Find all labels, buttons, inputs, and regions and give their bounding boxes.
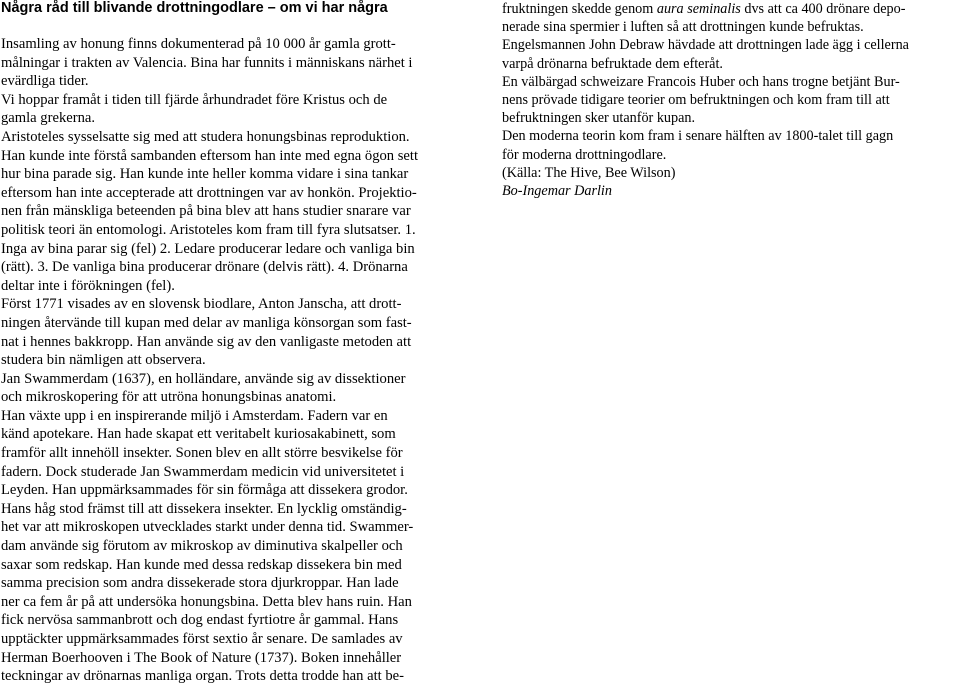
- left-text-line: ner ca fem år på att undersöka honungsbina. Detta blev hans ruin. Han: [1, 593, 412, 610]
- left-text-line: Först 1771 visades av en slovensk biodlare, Anton Janscha, att drott-: [1, 296, 402, 313]
- left-text-line: känd apotekare. Han hade skapat ett veritabelt kuriosakabinett, som: [1, 426, 396, 443]
- left-text-line: hur bina parade sig. Han kunde inte heller komma vidare i sina tankar: [1, 166, 409, 183]
- left-text-line: Insamling av honung finns dokumenterad på 10 000 år gamla grott-: [1, 36, 396, 52]
- left-text-line: upptäckter uppmärksammades först sextio år senare. De samlades av: [1, 631, 403, 647]
- left-text-line: dam använde sig förutom av mikroskop av diminutiva skalpeller och: [1, 538, 403, 555]
- right-text-line: (Källa: The Hive, Bee Wilson): [502, 164, 676, 181]
- left-column-body: [1, 35, 469, 686]
- left-text-line: Herman Boerhooven i The Book of Nature (1737). Boken innehåller: [1, 649, 402, 666]
- left-text-line: målningar i trakten av Valencia. Bina har funnits i människans närhet i: [1, 54, 413, 71]
- left-text-line: teckningar av drönarnas manliga organ. Trots detta trodde han att be-: [1, 668, 404, 685]
- article-title: Några råd till blivande drottningodlare – om vi har några: [1, 0, 388, 16]
- right-text-line: nerade sina spermier i luften så att drottningen kunde befruktas.: [502, 19, 864, 36]
- left-text-line: Jan Swammerdam (1637), en holländare, använde sig av dissektioner: [1, 370, 406, 387]
- right-text-line: Den moderna teorin kom fram i senare hälften av 1800-talet till gagn: [502, 128, 894, 145]
- left-text-line: fadern. Dock studerade Jan Swammerdam medicin vid universitetet i: [1, 463, 405, 480]
- right-text-line: Engelsmannen John Debraw hävdade att drottningen lade ägg i cellerna: [502, 37, 909, 54]
- right-first-line-after: dvs att ca 400 drönare depo-: [740, 1, 906, 17]
- right-column-body: [502, 18, 958, 182]
- title-spacer: [1, 17, 469, 35]
- left-column: [1, 0, 469, 686]
- left-text-line: fick nervösa sammanbrott och dog endast fyrtiotre år gammal. Hans: [1, 612, 399, 629]
- left-text-line: ningen återvände till kupan med delar av manliga könsorgan som fast-: [1, 314, 412, 331]
- right-text-line: för moderna drottningodlare.: [502, 146, 667, 163]
- right-first-line-before: fruktningen skedde genom: [502, 1, 657, 17]
- left-text-line: nat i hennes bakkropp. Han använde sig av den vanligaste metoden att: [1, 333, 412, 350]
- left-text-line: Leyden. Han uppmärksammades för sin förmåga att dissekera grodor.: [1, 482, 408, 499]
- left-text-line: framför allt innehöll insekter. Sonen blev en allt större besvikelse för: [1, 445, 403, 462]
- right-column: [502, 0, 958, 200]
- left-text-line: Aristoteles sysselsatte sig med att studera honungsbinas reproduktion.: [1, 128, 410, 145]
- left-text-line: nen från mänskliga beteenden på bina blev att hans studier snarare var: [1, 203, 411, 220]
- left-text-line: Han växte upp i en inspirerande miljö i Amsterdam. Fadern var en: [1, 407, 388, 424]
- left-text-line: Hans håg stod främst till att dissekera insekter. En lycklig omständig-: [1, 500, 407, 517]
- right-text-line: befruktningen sker utanför kupan.: [502, 110, 696, 127]
- left-text-line: Han kunde inte förstå sambanden eftersom han inte med egna ögon sett: [1, 147, 419, 164]
- left-text-line: het var att mikroskopen utvecklades starkt under denna tid. Swammer-: [1, 519, 414, 536]
- left-text-line: Vi hoppar framåt i tiden till fjärde århundradet före Kristus och de: [1, 91, 388, 108]
- left-text-line: Inga av bina parar sig (fel) 2. Ledare producerar ledare och vanliga bin: [1, 240, 415, 257]
- right-text-line: varpå drönarna befruktade dem efteråt.: [502, 55, 723, 72]
- right-text-line: nens prövade tidigare teorier om befruktningen och kom fram till att: [502, 91, 890, 108]
- right-text-line: En välbärgad schweizare Francois Huber och hans trogne betjänt Bur-: [502, 73, 900, 90]
- left-text-line: deltar inte i förökningen (fel).: [1, 277, 175, 294]
- left-text-line: eftersom han inte accepterade att drottningen var av honkön. Projektio-: [1, 184, 417, 201]
- left-text-line: evärdliga tider.: [1, 73, 89, 90]
- author-signature: Bo-Ingemar Darlin: [502, 182, 612, 199]
- left-text-line: politisk teori än entomologi. Aristoteles kom fram till fyra slutsatser. 1.: [1, 221, 416, 238]
- left-text-line: (rätt). 3. De vanliga bina producerar drönare (delvis rätt). 4. Drönarna: [1, 259, 408, 276]
- left-text-line: saxar som redskap. Han kunde med dessa redskap dissekera bin med: [1, 556, 402, 573]
- right-first-line: [502, 0, 958, 18]
- left-text-line: studera bin nämligen att observera.: [1, 352, 206, 369]
- left-text-line: samma precision som andra dissekerade stora djurkroppar. Han lade: [1, 575, 399, 592]
- left-text-line: och mikroskopering för att utröna honungsbinas anatomi.: [1, 389, 337, 406]
- left-text-line: gamla grekerna.: [1, 110, 95, 127]
- aura-seminalis-term: aura seminalis: [656, 1, 741, 17]
